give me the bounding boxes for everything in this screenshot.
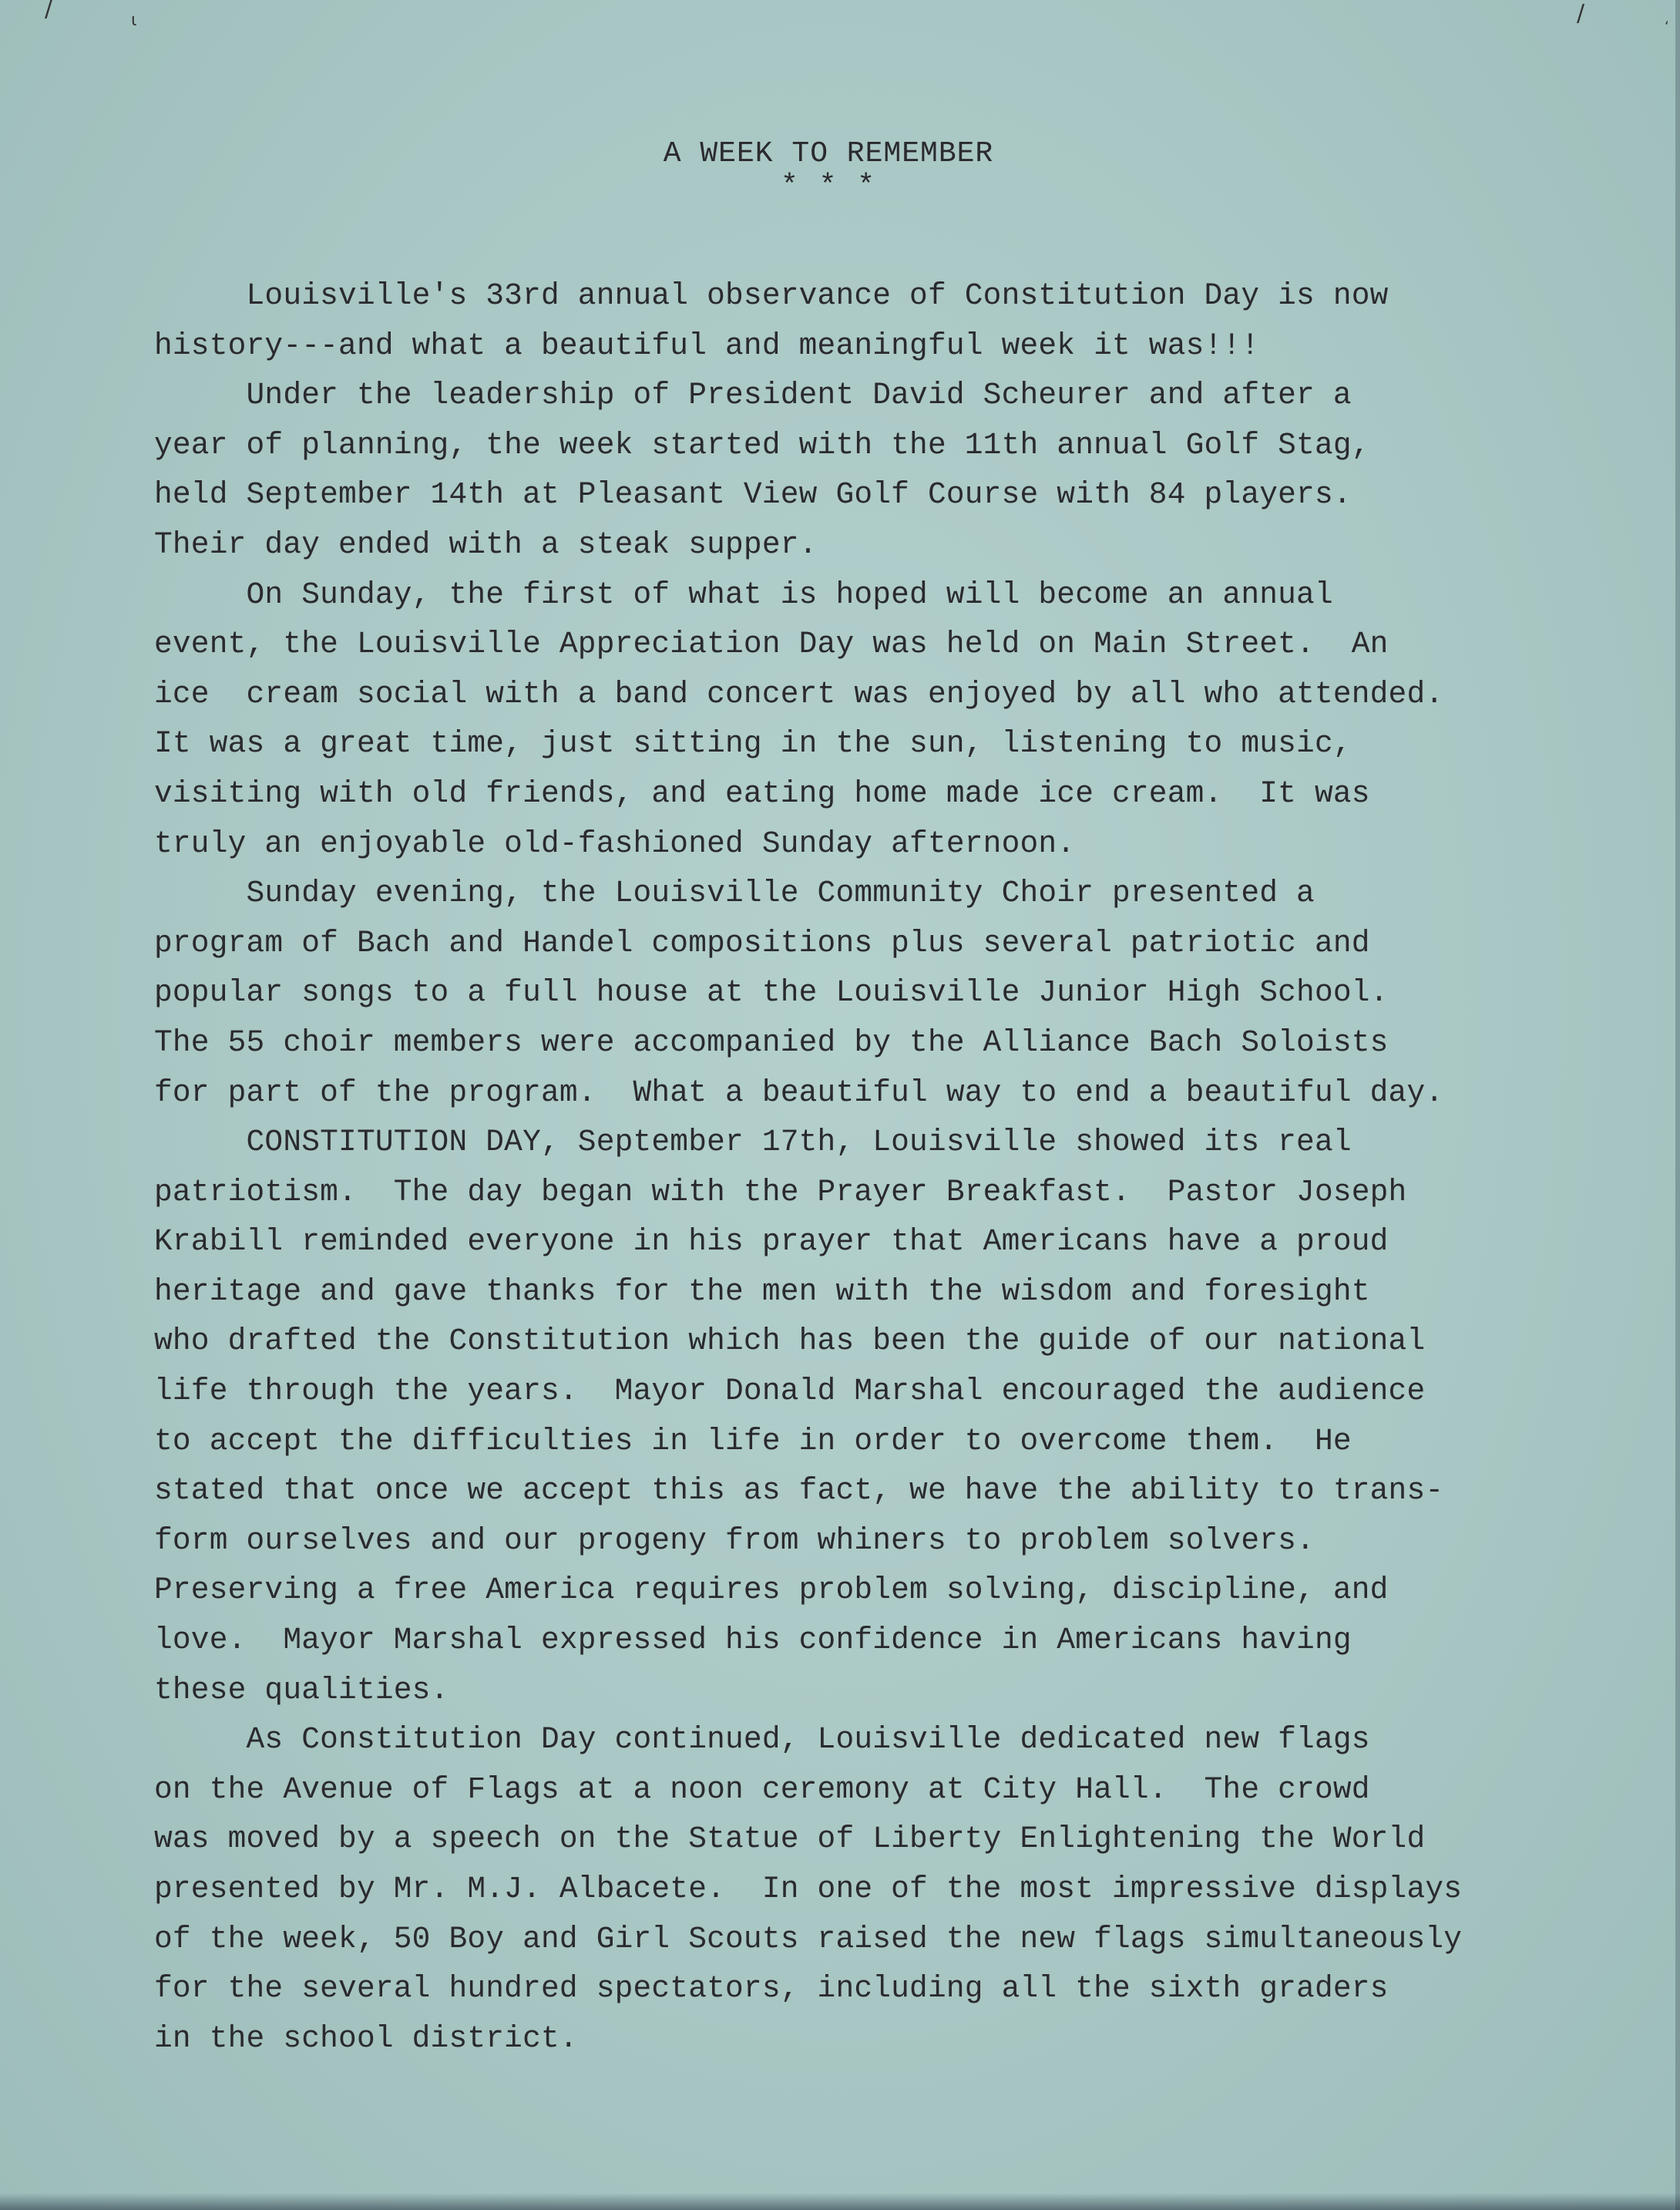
text-line: love. Mayor Marshal expressed his confidence in Americans having — [154, 1623, 1352, 1658]
document-title: A WEEK TO REMEMBER — [663, 137, 994, 170]
text-line: in the school district. — [154, 2020, 578, 2056]
text-line: patriotism. The day began with the Prayer Breakfast. Pastor Joseph — [154, 1174, 1407, 1209]
text-line: visiting with old friends, and eating home made ice cream. It was — [154, 775, 1370, 811]
text-line: of the week, 50 Boy and Girl Scouts raised the new flags simultaneously — [154, 1921, 1463, 1956]
text-line: The 55 choir members were accompanied by the Alliance Bach Soloists — [154, 1024, 1389, 1060]
text-line: heritage and gave thanks for the men with the wisdom and foresight — [154, 1273, 1370, 1309]
page-bottom-edge — [0, 2193, 1680, 2210]
text-line: to accept the difficulties in life in order to overcome them. He — [154, 1423, 1352, 1458]
text-line: As Constitution Day continued, Louisville dedicated new flags — [154, 1722, 1370, 1758]
text-line: Krabill reminded everyone in his prayer that Americans have a proud — [154, 1224, 1389, 1260]
page-right-edge — [1675, 0, 1680, 2210]
text-line: program of Bach and Handel compositions plus several patriotic and — [154, 925, 1370, 960]
corner-mark-top-right-2: ʻ — [1665, 19, 1669, 35]
text-line: Louisville's 33rd annual observance of Constitution Day is now — [154, 278, 1389, 313]
text-line: form ourselves and our progeny from whiners to problem solvers. — [154, 1522, 1315, 1558]
corner-mark-top-left-2: ɩ — [131, 11, 137, 30]
text-line: truly an enjoyable old-fashioned Sunday afternoon. — [154, 826, 1076, 861]
text-line: Under the leadership of President David Scheurer and after a — [154, 378, 1352, 413]
text-line: presented by Mr. M.J. Albacete. In one of the most impressive displays — [154, 1872, 1463, 1906]
text-line: for the several hundred spectators, including all the sixth graders — [154, 1971, 1389, 2006]
text-line: On Sunday, the first of what is hoped will become an annual — [154, 577, 1333, 612]
text-line: CONSTITUTION DAY, September 17th, Louisville showed its real — [154, 1125, 1352, 1160]
text-line: history---and what a beautiful and meaningful week it was!!! — [154, 328, 1260, 363]
text-line: Preserving a free America requires problem solving, discipline, and — [154, 1573, 1389, 1608]
text-line: on the Avenue of Flags at a noon ceremony at City Hall. The crowd — [154, 1771, 1370, 1807]
text-line: It was a great time, just sitting in the sun, listening to music, — [154, 726, 1352, 762]
text-line: for part of the program. What a beautiful way to end a beautiful day. — [154, 1075, 1444, 1110]
title-separator: * * * — [780, 170, 877, 203]
corner-mark-top-right-1: / — [1577, 0, 1585, 27]
text-line: who drafted the Constitution which has been the guide of our national — [154, 1324, 1426, 1359]
text-line: these qualities. — [154, 1672, 449, 1707]
text-line: stated that once we accept this as fact, we have the ability to trans- — [154, 1473, 1444, 1509]
text-line: held September 14th at Pleasant View Golf Course with 84 players. — [154, 477, 1352, 513]
text-line: ice cream social with a band concert was enjoyed by all who attended. — [154, 676, 1444, 711]
text-line: event, the Louisville Appreciation Day was held on Main Street. An — [154, 627, 1389, 662]
text-line: life through the years. Mayor Donald Marshal encouraged the audience — [154, 1374, 1426, 1409]
corner-mark-top-left-1: / — [45, 0, 53, 22]
text-line: was moved by a speech on the Statue of Liberty Enlightening the World — [154, 1821, 1426, 1857]
text-line: Sunday evening, the Louisville Community Choir presented a — [154, 876, 1315, 911]
text-line: Their day ended with a steak supper. — [154, 526, 818, 562]
document-body — [154, 271, 1580, 2064]
text-line: popular songs to a full house at the Louisville Junior High School. — [154, 975, 1389, 1011]
text-line: year of planning, the week started with the 11th annual Golf Stag, — [154, 427, 1370, 463]
